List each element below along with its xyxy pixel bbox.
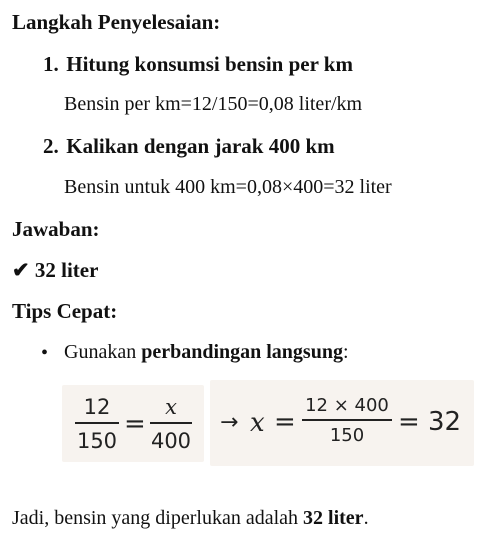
fraction-numerator: 12 — [83, 395, 111, 419]
fraction-denominator: 150 — [76, 428, 118, 453]
fraction-12-150 — [75, 395, 119, 453]
variable-x: x — [250, 408, 265, 438]
bullet-icon: • — [41, 342, 49, 364]
tip-suffix: : — [342, 341, 349, 363]
equals-sign: = — [124, 409, 146, 439]
fraction-bar — [75, 422, 119, 424]
equals-sign: = — [274, 407, 296, 437]
fraction-denominator: 400 — [150, 428, 192, 453]
conclusion-text — [12, 507, 369, 530]
fraction-12x400-150 — [302, 396, 392, 446]
answer-value: 32 liter — [34, 258, 99, 282]
step-2-number: 2. — [43, 134, 59, 158]
step-1-detail: Bensin per km=12/150=0,08 liter/km — [64, 93, 363, 115]
step-2-title-text: Kalikan dengan jarak 400 km — [66, 134, 335, 158]
step-1-title-text: Hitung konsumsi bensin per km — [66, 52, 353, 76]
tips-heading: Tips Cepat: — [12, 299, 118, 323]
arrow-right-icon: → — [220, 410, 239, 435]
step-2-title — [43, 134, 335, 159]
result-value: 32 — [428, 407, 462, 437]
fraction-denominator: 150 — [329, 424, 365, 446]
formula-box-2 — [210, 380, 474, 466]
formula-box-1 — [62, 385, 204, 462]
heading-steps: Langkah Penyelesaian: — [12, 10, 221, 34]
conclusion-bold: 32 liter — [303, 507, 364, 529]
answer-heading: Jawaban: — [12, 217, 100, 241]
fraction-x-400 — [150, 395, 192, 453]
fraction-bar — [150, 422, 192, 424]
fraction-numerator: 12 × 400 — [305, 395, 389, 416]
step-2-detail: Bensin untuk 400 km=0,08×400=32 liter — [64, 176, 392, 198]
fraction-bar — [302, 419, 392, 421]
equals-sign-2: = — [398, 407, 420, 437]
conclusion-prefix: Jadi, bensin yang diperlukan adalah — [12, 507, 304, 529]
conclusion-suffix: . — [363, 507, 369, 529]
check-icon: ✔ — [12, 258, 30, 282]
step-1-title — [43, 52, 353, 77]
step-1-number: 1. — [43, 52, 59, 76]
tip-bold: perbandingan langsung — [141, 341, 343, 363]
fraction-numerator-var: x — [165, 395, 177, 419]
tip-prefix: Gunakan — [64, 341, 142, 363]
answer-line — [12, 258, 98, 283]
tip-text — [64, 341, 349, 364]
